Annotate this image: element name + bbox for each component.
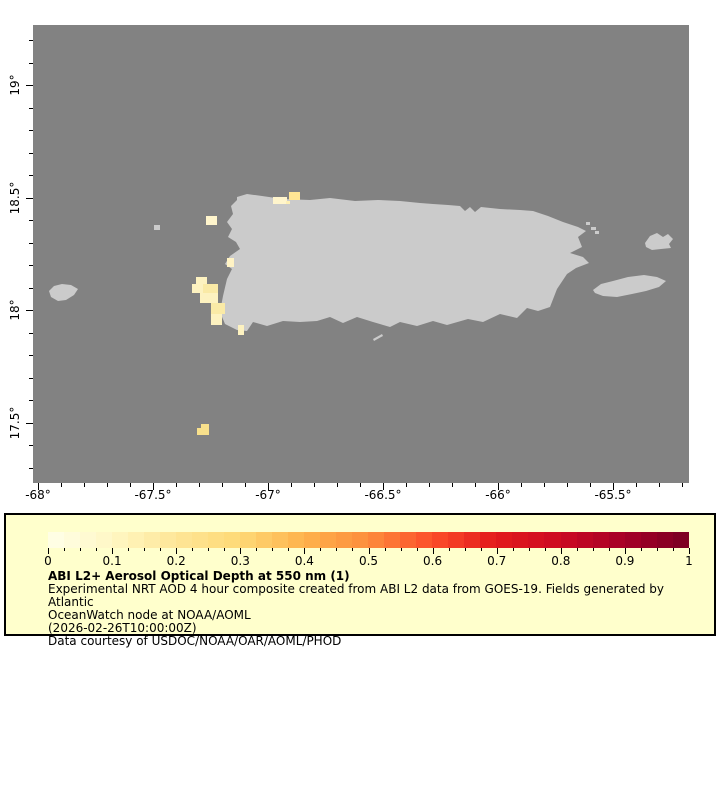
longitude-tick <box>314 483 315 487</box>
colorbar-tick-label: 0.4 <box>294 554 314 568</box>
latitude-tick-label: 18.5° <box>8 181 22 214</box>
latitude-tick <box>29 130 33 131</box>
culebra-landmass <box>645 233 673 250</box>
colorbar-tick <box>529 548 530 551</box>
legend-text-block <box>48 570 706 648</box>
colorbar-step <box>480 532 496 548</box>
landmass-layer <box>33 25 689 483</box>
colorbar-tick <box>577 548 578 551</box>
aod-data-pixel <box>211 314 222 325</box>
latitude-tick <box>29 400 33 401</box>
colorbar-step <box>176 532 192 548</box>
longitude-tick-label: -68° <box>25 488 51 502</box>
colorbar-step <box>192 532 208 548</box>
latitude-tick-label: 19° <box>8 74 22 96</box>
colorbar-step <box>448 532 464 548</box>
puerto-rico-landmass <box>220 194 589 331</box>
colorbar-step <box>352 532 368 548</box>
colorbar-tick <box>288 548 289 551</box>
colorbar-step <box>641 532 657 548</box>
longitude-tick <box>475 483 476 487</box>
colorbar-step <box>224 532 240 548</box>
colorbar-step <box>256 532 272 548</box>
colorbar-tick <box>401 548 402 551</box>
map-canvas <box>33 25 689 483</box>
latitude-tick-label: 18° <box>8 299 22 321</box>
longitude-tick <box>291 483 292 487</box>
colorbar-step <box>320 532 336 548</box>
longitude-tick <box>61 483 62 487</box>
colorbar-step <box>577 532 593 548</box>
colorbar-tick <box>609 548 610 551</box>
colorbar-tick <box>657 548 658 551</box>
longitude-tick-label: -67.5° <box>134 488 172 502</box>
colorbar-tick-label: 0.8 <box>551 554 571 568</box>
colorbar-step <box>368 532 384 548</box>
latitude-tick <box>29 243 33 244</box>
colorbar-tick-label: 0.6 <box>423 554 443 568</box>
colorbar-tick <box>673 548 674 551</box>
colorbar-step <box>336 532 352 548</box>
latitude-tick <box>26 310 33 311</box>
colorbar-step <box>593 532 609 548</box>
longitude-tick <box>590 483 591 487</box>
longitude-tick <box>521 483 522 487</box>
colorbar-step <box>657 532 673 548</box>
colorbar-tick-label: 0.2 <box>166 554 186 568</box>
colorbar-tick <box>224 548 225 551</box>
colorbar-tick-label: 0.9 <box>615 554 635 568</box>
colorbar-step <box>208 532 224 548</box>
longitude-tick-label: -66.5° <box>364 488 402 502</box>
latitude-tick <box>29 378 33 379</box>
colorbar-tick <box>385 548 386 551</box>
aod-data-pixel <box>238 325 244 335</box>
colorbar-step <box>240 532 256 548</box>
legend-description-line-2: OceanWatch node at NOAA/AOML <box>48 608 251 622</box>
colorbar-tick-label: 0.7 <box>487 554 507 568</box>
colorbar-step <box>416 532 432 548</box>
longitude-tick-label: -65.5° <box>594 488 632 502</box>
colorbar-tick-label: 1 <box>685 554 693 568</box>
colorbar-tick <box>272 548 273 551</box>
aod-data-pixel <box>197 428 209 435</box>
colorbar-tick <box>160 548 161 551</box>
colorbar-tick-label: 0.5 <box>358 554 379 568</box>
colorbar-step <box>400 532 416 548</box>
longitude-tick <box>130 483 131 487</box>
colorbar-tick-label: 0.1 <box>102 554 122 568</box>
longitude-tick <box>199 483 200 487</box>
legend-description-line-1: Experimental NRT AOD 4 hour composite created from ABI L2 data from GOES-19. Fields generated by Atlantic <box>48 582 664 609</box>
colorbar-tick <box>208 548 209 551</box>
colorbar-step <box>512 532 528 548</box>
colorbar-step <box>64 532 80 548</box>
latitude-tick <box>29 333 33 334</box>
aod-data-pixel <box>273 197 287 204</box>
colorbar-tick <box>513 548 514 551</box>
latitude-tick <box>29 445 33 446</box>
colorbar-tick <box>192 548 193 551</box>
colorbar-tick <box>465 548 466 551</box>
longitude-tick <box>452 483 453 487</box>
longitude-tick <box>567 483 568 487</box>
legend-courtesy-line: Data courtesy of USDOC/NOAA/OAR/AOML/PHOD <box>48 634 342 648</box>
longitude-tick <box>337 483 338 487</box>
latitude-tick <box>26 423 33 424</box>
caja-de-muertos-islet <box>373 334 383 341</box>
legend-timestamp: (2026-02-26T10:00:00Z) <box>48 621 197 635</box>
colorbar-tick <box>96 548 97 551</box>
mona-island-landmass <box>49 284 78 301</box>
aod-data-pixel <box>206 216 217 225</box>
longitude-tick <box>107 483 108 487</box>
colorbar-step <box>304 532 320 548</box>
longitude-tick <box>406 483 407 487</box>
colorbar-step <box>112 532 128 548</box>
longitude-tick <box>682 483 683 487</box>
colorbar-tick <box>144 548 145 551</box>
northeast-cay <box>595 231 599 234</box>
colorbar-tick <box>449 548 450 551</box>
latitude-tick <box>26 85 33 86</box>
colorbar-tick <box>417 548 418 551</box>
colorbar-step <box>625 532 641 548</box>
colorbar-step <box>80 532 96 548</box>
colorbar-step <box>48 532 64 548</box>
latitude-tick <box>29 265 33 266</box>
longitude-tick <box>636 483 637 487</box>
colorbar-tick <box>256 548 257 551</box>
latitude-tick <box>29 108 33 109</box>
colorbar <box>48 532 689 548</box>
latitude-tick <box>26 198 33 199</box>
aod-data-pixel <box>203 284 218 293</box>
colorbar-step <box>432 532 448 548</box>
colorbar-tick <box>641 548 642 551</box>
latitude-tick <box>29 153 33 154</box>
latitude-tick <box>29 288 33 289</box>
aod-data-pixel <box>227 258 234 267</box>
longitude-tick <box>659 483 660 487</box>
aod-data-pixel <box>211 303 225 314</box>
colorbar-tick <box>481 548 482 551</box>
longitude-tick <box>84 483 85 487</box>
aod-data-pixel <box>289 192 300 200</box>
colorbar-step <box>673 532 689 548</box>
latitude-tick-label: 17.5° <box>8 406 22 439</box>
colorbar-tick <box>545 548 546 551</box>
aod-data-pixel <box>286 201 290 204</box>
colorbar-tick <box>336 548 337 551</box>
colorbar-tick <box>593 548 594 551</box>
longitude-tick <box>176 483 177 487</box>
colorbar-step <box>496 532 512 548</box>
colorbar-tick <box>80 548 81 551</box>
colorbar-step <box>128 532 144 548</box>
colorbar-tick-label: 0 <box>44 554 52 568</box>
colorbar-step <box>561 532 577 548</box>
latitude-tick <box>29 468 33 469</box>
colorbar-tick-label: 0.3 <box>230 554 250 568</box>
vieques-landmass <box>593 275 666 297</box>
latitude-tick <box>29 40 33 41</box>
longitude-tick <box>360 483 361 487</box>
colorbar-step <box>384 532 400 548</box>
latitude-tick <box>29 175 33 176</box>
northeast-cay <box>586 222 590 225</box>
colorbar-step <box>144 532 160 548</box>
colorbar-tick <box>352 548 353 551</box>
longitude-tick <box>429 483 430 487</box>
legend-panel <box>4 513 716 648</box>
colorbar-step <box>464 532 480 548</box>
aod-data-pixel <box>200 293 218 303</box>
legend-title: ABI L2+ Aerosol Optical Depth at 550 nm (1) <box>48 569 350 583</box>
northeast-cay <box>591 227 596 230</box>
colorbar-step <box>544 532 560 548</box>
longitude-tick <box>544 483 545 487</box>
longitude-tick <box>222 483 223 487</box>
colorbar-tick <box>320 548 321 551</box>
desecheo-island-landmass <box>154 225 160 230</box>
colorbar-step <box>609 532 625 548</box>
colorbar-tick <box>64 548 65 551</box>
colorbar-step <box>160 532 176 548</box>
longitude-tick-label: -66° <box>485 488 511 502</box>
latitude-tick <box>29 355 33 356</box>
longitude-tick <box>245 483 246 487</box>
colorbar-step <box>272 532 288 548</box>
colorbar-tick <box>128 548 129 551</box>
colorbar-step <box>528 532 544 548</box>
latitude-tick <box>29 220 33 221</box>
latitude-tick <box>29 63 33 64</box>
aod-data-pixel <box>192 284 203 293</box>
colorbar-step <box>288 532 304 548</box>
colorbar-step <box>96 532 112 548</box>
aod-data-pixel <box>196 277 207 284</box>
longitude-tick-label: -67° <box>255 488 281 502</box>
